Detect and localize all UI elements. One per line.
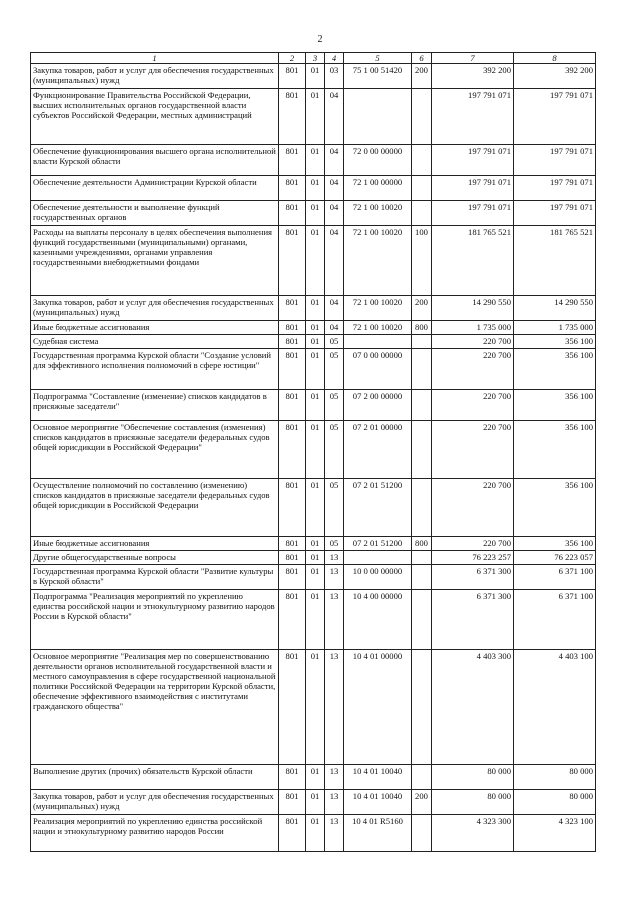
row-sum-1: 6 371 300 xyxy=(432,590,514,650)
row-vr xyxy=(412,89,432,145)
row-name: Основное мероприятие "Реализация мер по совершенствованию деятельности органов исполнительной государственной власти и местного самоуправления в сфере государственной национальной политики Российской Федерации на территории Курской области, обеспечение эффективного взаимодействия с институтами гражданского общества" xyxy=(31,650,279,765)
row-rz: 01 xyxy=(306,176,325,201)
row-rz: 01 xyxy=(306,790,325,815)
row-rz: 01 xyxy=(306,296,325,321)
column-number: 7 xyxy=(432,53,514,64)
row-rz: 01 xyxy=(306,349,325,390)
column-number: 3 xyxy=(306,53,325,64)
row-sum-2: 356 100 xyxy=(514,479,596,537)
row-vr xyxy=(412,590,432,650)
row-vr: 200 xyxy=(412,790,432,815)
row-csr: 10 4 00 00000 xyxy=(344,590,412,650)
row-sum-1: 220 700 xyxy=(432,349,514,390)
row-gr: 801 xyxy=(279,590,306,650)
row-sum-1: 197 791 071 xyxy=(432,176,514,201)
row-gr: 801 xyxy=(279,349,306,390)
row-gr: 801 xyxy=(279,421,306,479)
row-csr: 72 1 00 00000 xyxy=(344,176,412,201)
row-vr: 100 xyxy=(412,226,432,296)
row-name: Реализация мероприятий по укреплению единства российской нации и этнокультурному развитию народов России xyxy=(31,815,279,852)
row-gr: 801 xyxy=(279,650,306,765)
row-sum-1: 220 700 xyxy=(432,335,514,349)
row-pr: 05 xyxy=(325,537,344,551)
row-gr: 801 xyxy=(279,145,306,176)
row-rz: 01 xyxy=(306,64,325,89)
row-name: Государственная программа Курской области "Развитие культуры в Курской области" xyxy=(31,565,279,590)
row-sum-2: 80 000 xyxy=(514,790,596,815)
row-sum-2: 356 100 xyxy=(514,537,596,551)
row-sum-1: 1 735 000 xyxy=(432,321,514,335)
table-row xyxy=(31,790,596,815)
column-number: 8 xyxy=(514,53,596,64)
row-sum-1: 6 371 300 xyxy=(432,565,514,590)
row-gr: 801 xyxy=(279,390,306,421)
row-sum-1: 220 700 xyxy=(432,537,514,551)
column-number: 4 xyxy=(325,53,344,64)
table-row xyxy=(31,421,596,479)
row-csr: 10 4 01 10040 xyxy=(344,765,412,790)
row-vr xyxy=(412,650,432,765)
row-sum-1: 220 700 xyxy=(432,390,514,421)
row-rz: 01 xyxy=(306,650,325,765)
row-pr: 13 xyxy=(325,565,344,590)
row-sum-1: 4 323 300 xyxy=(432,815,514,852)
row-sum-2: 1 735 000 xyxy=(514,321,596,335)
row-vr xyxy=(412,176,432,201)
row-name: Обеспечение функционирования высшего органа исполнительной власти Курской области xyxy=(31,145,279,176)
row-sum-1: 197 791 071 xyxy=(432,145,514,176)
row-sum-2: 4 323 100 xyxy=(514,815,596,852)
table-row xyxy=(31,226,596,296)
row-csr xyxy=(344,89,412,145)
row-name: Расходы на выплаты персоналу в целях обеспечения выполнения функций государственными (муниципальными) органами, казенными учреждениями, органами управления государственными внебюджетными фондами xyxy=(31,226,279,296)
row-gr: 801 xyxy=(279,790,306,815)
row-pr: 13 xyxy=(325,650,344,765)
row-name: Закупка товаров, работ и услуг для обеспечения государственных (муниципальных) нужд xyxy=(31,296,279,321)
row-sum-2: 14 290 550 xyxy=(514,296,596,321)
row-csr: 07 2 00 00000 xyxy=(344,390,412,421)
row-sum-2: 4 403 100 xyxy=(514,650,596,765)
row-csr: 07 2 01 51200 xyxy=(344,479,412,537)
row-pr: 05 xyxy=(325,479,344,537)
row-pr: 03 xyxy=(325,64,344,89)
row-vr xyxy=(412,479,432,537)
row-sum-1: 220 700 xyxy=(432,479,514,537)
row-pr: 04 xyxy=(325,89,344,145)
row-gr: 801 xyxy=(279,479,306,537)
row-csr: 72 0 00 00000 xyxy=(344,145,412,176)
row-vr xyxy=(412,551,432,565)
row-rz: 01 xyxy=(306,479,325,537)
row-sum-2: 392 200 xyxy=(514,64,596,89)
row-sum-1: 197 791 071 xyxy=(432,201,514,226)
table-row xyxy=(31,349,596,390)
row-pr: 13 xyxy=(325,815,344,852)
row-name: Другие общегосударственные вопросы xyxy=(31,551,279,565)
table-row xyxy=(31,390,596,421)
row-rz: 01 xyxy=(306,421,325,479)
row-sum-2: 356 100 xyxy=(514,390,596,421)
row-sum-1: 76 223 257 xyxy=(432,551,514,565)
row-name: Иные бюджетные ассигнования xyxy=(31,321,279,335)
row-sum-2: 356 100 xyxy=(514,421,596,479)
row-gr: 801 xyxy=(279,765,306,790)
row-sum-1: 80 000 xyxy=(432,790,514,815)
row-csr: 72 1 00 10020 xyxy=(344,226,412,296)
row-sum-2: 197 791 071 xyxy=(514,176,596,201)
row-pr: 04 xyxy=(325,201,344,226)
table-row xyxy=(31,590,596,650)
row-gr: 801 xyxy=(279,335,306,349)
row-csr: 10 4 01 R5160 xyxy=(344,815,412,852)
row-csr: 72 1 00 10020 xyxy=(344,321,412,335)
table-row xyxy=(31,64,596,89)
row-sum-1: 80 000 xyxy=(432,765,514,790)
row-sum-1: 220 700 xyxy=(432,421,514,479)
row-pr: 05 xyxy=(325,390,344,421)
row-rz: 01 xyxy=(306,565,325,590)
table-row xyxy=(31,145,596,176)
table-row xyxy=(31,650,596,765)
row-name: Основное мероприятие "Обеспечение составления (изменения) списков кандидатов в присяжные заседатели федеральных судов общей юрисдикции в Российской Федерации" xyxy=(31,421,279,479)
table-row xyxy=(31,89,596,145)
row-name: Обеспечение деятельности Администрации Курской области xyxy=(31,176,279,201)
row-rz: 01 xyxy=(306,590,325,650)
row-vr xyxy=(412,421,432,479)
row-pr: 13 xyxy=(325,590,344,650)
column-number: 6 xyxy=(412,53,432,64)
row-name: Иные бюджетные ассигнования xyxy=(31,537,279,551)
row-rz: 01 xyxy=(306,390,325,421)
row-pr: 04 xyxy=(325,321,344,335)
row-gr: 801 xyxy=(279,64,306,89)
row-sum-2: 181 765 521 xyxy=(514,226,596,296)
row-sum-2: 80 000 xyxy=(514,765,596,790)
table-row xyxy=(31,537,596,551)
row-rz: 01 xyxy=(306,551,325,565)
row-csr xyxy=(344,335,412,349)
row-csr: 72 1 00 10020 xyxy=(344,296,412,321)
row-name: Государственная программа Курской области "Создание условий для эффективного исполнения полномочий в сфере юстиции" xyxy=(31,349,279,390)
row-pr: 04 xyxy=(325,145,344,176)
row-gr: 801 xyxy=(279,815,306,852)
row-vr xyxy=(412,815,432,852)
table-row xyxy=(31,176,596,201)
row-gr: 801 xyxy=(279,89,306,145)
row-gr: 801 xyxy=(279,201,306,226)
table-row xyxy=(31,815,596,852)
row-sum-2: 76 223 057 xyxy=(514,551,596,565)
row-vr: 200 xyxy=(412,64,432,89)
row-sum-2: 197 791 071 xyxy=(514,145,596,176)
table-row xyxy=(31,201,596,226)
row-vr xyxy=(412,145,432,176)
row-sum-2: 356 100 xyxy=(514,335,596,349)
row-rz: 01 xyxy=(306,537,325,551)
row-gr: 801 xyxy=(279,551,306,565)
row-rz: 01 xyxy=(306,89,325,145)
row-name: Судебная система xyxy=(31,335,279,349)
row-gr: 801 xyxy=(279,226,306,296)
table-row xyxy=(31,765,596,790)
row-vr xyxy=(412,390,432,421)
table-row xyxy=(31,296,596,321)
table-row xyxy=(31,479,596,537)
row-csr: 10 4 01 10040 xyxy=(344,790,412,815)
row-sum-1: 392 200 xyxy=(432,64,514,89)
page-number: 2 xyxy=(317,34,323,45)
row-pr: 05 xyxy=(325,349,344,390)
row-pr: 13 xyxy=(325,790,344,815)
row-sum-2: 197 791 071 xyxy=(514,89,596,145)
table-row xyxy=(31,565,596,590)
row-rz: 01 xyxy=(306,321,325,335)
row-name: Осуществление полномочий по составлению (изменению) списков кандидатов в присяжные заседатели федеральных судов общей юрисдикции в Российской Федерации xyxy=(31,479,279,537)
column-number: 2 xyxy=(279,53,306,64)
row-sum-2: 6 371 100 xyxy=(514,590,596,650)
row-rz: 01 xyxy=(306,201,325,226)
row-gr: 801 xyxy=(279,176,306,201)
row-vr xyxy=(412,349,432,390)
row-pr: 05 xyxy=(325,421,344,479)
row-name: Подпрограмма "Реализация мероприятий по укреплению единства российской нации и этнокультурному развитию народов России в Курской области" xyxy=(31,590,279,650)
row-csr: 72 1 00 10020 xyxy=(344,201,412,226)
row-gr: 801 xyxy=(279,565,306,590)
row-gr: 801 xyxy=(279,296,306,321)
row-sum-1: 4 403 300 xyxy=(432,650,514,765)
row-sum-2: 197 791 071 xyxy=(514,201,596,226)
budget-table-body xyxy=(31,53,596,852)
row-csr: 07 0 00 00000 xyxy=(344,349,412,390)
budget-table xyxy=(30,52,596,852)
row-pr: 04 xyxy=(325,226,344,296)
row-vr xyxy=(412,765,432,790)
table-row xyxy=(31,335,596,349)
row-sum-2: 6 371 100 xyxy=(514,565,596,590)
row-vr xyxy=(412,201,432,226)
table-row xyxy=(31,551,596,565)
row-csr: 10 4 01 00000 xyxy=(344,650,412,765)
column-number-row xyxy=(31,53,596,64)
row-rz: 01 xyxy=(306,765,325,790)
row-vr xyxy=(412,335,432,349)
row-csr: 07 2 01 00000 xyxy=(344,421,412,479)
row-name: Обеспечение деятельности и выполнение функций государственных органов xyxy=(31,201,279,226)
row-sum-1: 181 765 521 xyxy=(432,226,514,296)
row-vr: 800 xyxy=(412,537,432,551)
row-vr: 800 xyxy=(412,321,432,335)
row-csr: 75 1 00 51420 xyxy=(344,64,412,89)
table-row xyxy=(31,321,596,335)
row-gr: 801 xyxy=(279,321,306,335)
row-name: Функционирование Правительства Российской Федерации, высших исполнительных органов государственной власти субъектов Российской Федерации, местных администраций xyxy=(31,89,279,145)
row-gr: 801 xyxy=(279,537,306,551)
column-number: 1 xyxy=(31,53,279,64)
row-pr: 04 xyxy=(325,176,344,201)
row-vr xyxy=(412,565,432,590)
row-sum-2: 356 100 xyxy=(514,349,596,390)
row-name: Подпрограмма "Составление (изменение) списков кандидатов в присяжные заседатели" xyxy=(31,390,279,421)
row-name: Закупка товаров, работ и услуг для обеспечения государственных (муниципальных) нужд xyxy=(31,790,279,815)
row-csr: 10 0 00 00000 xyxy=(344,565,412,590)
column-number: 5 xyxy=(344,53,412,64)
row-name: Закупка товаров, работ и услуг для обеспечения государственных (муниципальных) нужд xyxy=(31,64,279,89)
row-sum-1: 14 290 550 xyxy=(432,296,514,321)
row-pr: 13 xyxy=(325,765,344,790)
row-rz: 01 xyxy=(306,145,325,176)
row-csr: 07 2 01 51200 xyxy=(344,537,412,551)
row-sum-1: 197 791 071 xyxy=(432,89,514,145)
row-pr: 05 xyxy=(325,335,344,349)
row-rz: 01 xyxy=(306,815,325,852)
row-vr: 200 xyxy=(412,296,432,321)
row-pr: 04 xyxy=(325,296,344,321)
row-name: Выполнение других (прочих) обязательств Курской области xyxy=(31,765,279,790)
row-csr xyxy=(344,551,412,565)
row-rz: 01 xyxy=(306,226,325,296)
row-rz: 01 xyxy=(306,335,325,349)
row-pr: 13 xyxy=(325,551,344,565)
